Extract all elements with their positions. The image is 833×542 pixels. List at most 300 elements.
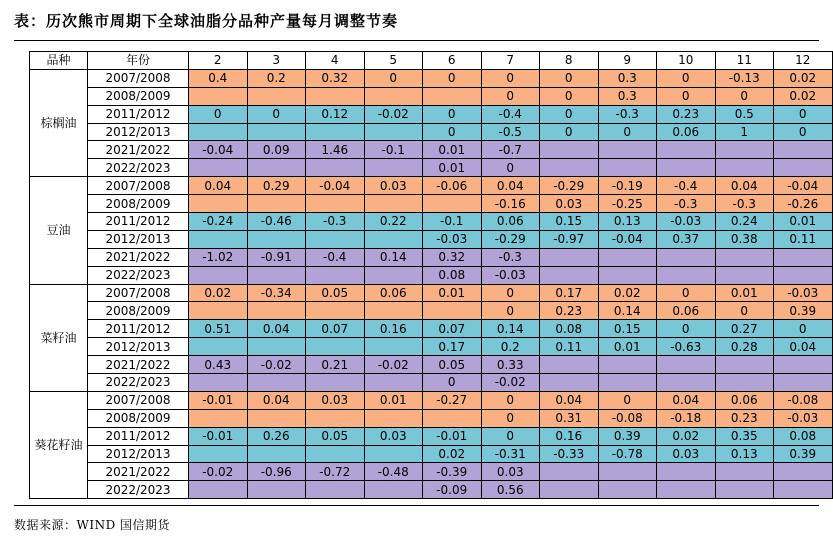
value-cell: -0.33: [540, 445, 599, 463]
value-cell: 0.02: [423, 445, 482, 463]
value-cell: [247, 374, 306, 392]
year-label: 2011/2012: [88, 105, 189, 123]
table-row: [30, 302, 833, 320]
value-cell: [540, 356, 599, 374]
value-cell: 0.03: [481, 463, 540, 481]
value-cell: 0: [481, 284, 540, 302]
header-month: 5: [364, 52, 423, 70]
value-cell: [189, 409, 248, 427]
year-label: 2008/2009: [88, 302, 189, 320]
value-cell: [364, 445, 423, 463]
value-cell: [189, 87, 248, 105]
value-cell: [364, 481, 423, 499]
value-cell: [540, 481, 599, 499]
year-label: 2008/2009: [88, 409, 189, 427]
page-title: 表：历次熊市周期下全球油脂分品种产量每月调整节奏: [14, 12, 399, 30]
table-row: [30, 409, 833, 427]
value-cell: 0.03: [364, 427, 423, 445]
value-cell: [774, 374, 833, 392]
value-cell: -0.29: [481, 230, 540, 248]
value-cell: -0.3: [715, 195, 774, 213]
value-cell: [774, 248, 833, 266]
table-row: [30, 141, 833, 159]
value-cell: [540, 463, 599, 481]
value-cell: [364, 123, 423, 141]
value-cell: [657, 374, 716, 392]
value-cell: -0.18: [657, 409, 716, 427]
value-cell: -1.02: [189, 248, 248, 266]
value-cell: -0.91: [247, 248, 306, 266]
value-cell: -0.13: [715, 69, 774, 87]
value-cell: [774, 159, 833, 177]
value-cell: -0.19: [598, 177, 657, 195]
value-cell: [189, 481, 248, 499]
value-cell: 0.08: [774, 427, 833, 445]
value-cell: -0.1: [423, 213, 482, 231]
table-row: [30, 177, 833, 195]
value-cell: 0.14: [598, 302, 657, 320]
value-cell: 0.06: [481, 213, 540, 231]
value-cell: [540, 141, 599, 159]
value-cell: -0.06: [423, 177, 482, 195]
value-cell: 0.05: [423, 356, 482, 374]
value-cell: 0: [657, 320, 716, 338]
value-cell: -0.24: [189, 213, 248, 231]
value-cell: 0: [657, 284, 716, 302]
value-cell: 0.27: [715, 320, 774, 338]
value-cell: [189, 230, 248, 248]
value-cell: [423, 302, 482, 320]
value-cell: -0.48: [364, 463, 423, 481]
header-month: 2: [189, 52, 248, 70]
value-cell: 0.33: [481, 356, 540, 374]
table-row: [30, 284, 833, 302]
year-label: 2008/2009: [88, 87, 189, 105]
value-cell: 0.04: [247, 320, 306, 338]
table-row: [30, 248, 833, 266]
value-cell: 0: [540, 123, 599, 141]
year-label: 2011/2012: [88, 320, 189, 338]
value-cell: [306, 123, 365, 141]
value-cell: 0.01: [598, 338, 657, 356]
value-cell: 0.13: [715, 445, 774, 463]
year-label: 2011/2012: [88, 427, 189, 445]
value-cell: -0.03: [774, 409, 833, 427]
value-cell: 0: [481, 69, 540, 87]
value-cell: [598, 374, 657, 392]
value-cell: 0.02: [657, 427, 716, 445]
value-cell: 0.23: [715, 409, 774, 427]
value-cell: 0.06: [715, 391, 774, 409]
value-cell: [189, 266, 248, 284]
value-cell: 0.02: [774, 69, 833, 87]
value-cell: -0.3: [481, 248, 540, 266]
value-cell: 0: [540, 87, 599, 105]
value-cell: 0.39: [598, 427, 657, 445]
table-row: [30, 87, 833, 105]
table-row: [30, 338, 833, 356]
year-label: 2022/2023: [88, 266, 189, 284]
year-label: 2012/2013: [88, 230, 189, 248]
value-cell: -0.04: [189, 141, 248, 159]
value-cell: [306, 445, 365, 463]
value-cell: -0.46: [247, 213, 306, 231]
value-cell: -0.16: [481, 195, 540, 213]
value-cell: 0.24: [715, 213, 774, 231]
table-row: [30, 463, 833, 481]
value-cell: 0.17: [423, 338, 482, 356]
value-cell: [247, 302, 306, 320]
value-cell: -0.26: [774, 195, 833, 213]
value-cell: -0.01: [189, 391, 248, 409]
value-cell: -0.09: [423, 481, 482, 499]
value-cell: [189, 338, 248, 356]
title-divider: [14, 40, 819, 41]
value-cell: [306, 230, 365, 248]
value-cell: 0: [774, 105, 833, 123]
value-cell: 0.4: [189, 69, 248, 87]
value-cell: 0.03: [306, 391, 365, 409]
value-cell: [306, 302, 365, 320]
value-cell: -0.3: [598, 105, 657, 123]
value-cell: 0: [423, 374, 482, 392]
value-cell: [598, 481, 657, 499]
value-cell: 0.03: [540, 195, 599, 213]
table-row: [30, 69, 833, 87]
value-cell: [598, 266, 657, 284]
value-cell: [774, 356, 833, 374]
table-row: [30, 320, 833, 338]
header-month: 9: [598, 52, 657, 70]
value-cell: 0.38: [715, 230, 774, 248]
value-cell: [247, 445, 306, 463]
value-cell: [715, 141, 774, 159]
production-adjustment-table: [29, 51, 833, 499]
value-cell: -0.25: [598, 195, 657, 213]
value-cell: -0.03: [657, 213, 716, 231]
year-label: 2012/2013: [88, 123, 189, 141]
value-cell: -0.4: [481, 105, 540, 123]
value-cell: 0.04: [481, 177, 540, 195]
value-cell: [423, 409, 482, 427]
value-cell: [657, 266, 716, 284]
value-cell: [715, 266, 774, 284]
value-cell: 0.07: [306, 320, 365, 338]
value-cell: 0.05: [306, 427, 365, 445]
value-cell: -0.5: [481, 123, 540, 141]
value-cell: [715, 248, 774, 266]
value-cell: [598, 356, 657, 374]
value-cell: [774, 481, 833, 499]
variety-label: 棕榈油: [30, 69, 88, 176]
value-cell: [306, 195, 365, 213]
value-cell: 0.06: [657, 123, 716, 141]
value-cell: -0.02: [247, 356, 306, 374]
value-cell: 0: [540, 69, 599, 87]
value-cell: 0.04: [540, 391, 599, 409]
table-row: [30, 230, 833, 248]
value-cell: [657, 481, 716, 499]
value-cell: [364, 374, 423, 392]
variety-label: 葵花籽油: [30, 391, 88, 498]
year-label: 2022/2023: [88, 159, 189, 177]
value-cell: [715, 463, 774, 481]
value-cell: 0.01: [423, 141, 482, 159]
year-label: 2012/2013: [88, 338, 189, 356]
value-cell: [247, 481, 306, 499]
value-cell: 0: [423, 105, 482, 123]
year-label: 2007/2008: [88, 69, 189, 87]
value-cell: -0.03: [481, 266, 540, 284]
value-cell: -0.08: [774, 391, 833, 409]
value-cell: -0.3: [657, 195, 716, 213]
data-source: 数据来源：WIND 国信期货: [14, 518, 171, 532]
value-cell: [247, 123, 306, 141]
value-cell: 0: [481, 159, 540, 177]
value-cell: [364, 266, 423, 284]
value-cell: 0.23: [657, 105, 716, 123]
value-cell: 0.04: [657, 391, 716, 409]
table-row: [30, 481, 833, 499]
value-cell: [189, 302, 248, 320]
value-cell: [657, 248, 716, 266]
header-month: 12: [774, 52, 833, 70]
value-cell: 0.12: [306, 105, 365, 123]
value-cell: 0: [423, 123, 482, 141]
value-cell: 0.14: [481, 320, 540, 338]
value-cell: [598, 141, 657, 159]
value-cell: [774, 463, 833, 481]
year-label: 2022/2023: [88, 481, 189, 499]
value-cell: [540, 266, 599, 284]
value-cell: 0.56: [481, 481, 540, 499]
year-label: 2021/2022: [88, 248, 189, 266]
table-row: [30, 213, 833, 231]
value-cell: 0: [247, 105, 306, 123]
value-cell: [657, 356, 716, 374]
value-cell: [364, 302, 423, 320]
year-label: 2021/2022: [88, 141, 189, 159]
value-cell: 0: [364, 69, 423, 87]
value-cell: 0.08: [540, 320, 599, 338]
value-cell: [774, 266, 833, 284]
value-cell: 0.15: [598, 320, 657, 338]
value-cell: 0.04: [189, 177, 248, 195]
value-cell: 0.02: [189, 284, 248, 302]
table-row: [30, 391, 833, 409]
table-row: [30, 195, 833, 213]
value-cell: [189, 159, 248, 177]
value-cell: 0.07: [423, 320, 482, 338]
value-cell: [306, 266, 365, 284]
value-cell: 0.04: [774, 338, 833, 356]
value-cell: [657, 159, 716, 177]
value-cell: [540, 374, 599, 392]
value-cell: 0.17: [540, 284, 599, 302]
value-cell: [306, 338, 365, 356]
value-cell: -0.02: [189, 463, 248, 481]
year-label: 2007/2008: [88, 177, 189, 195]
year-label: 2011/2012: [88, 213, 189, 231]
value-cell: -0.03: [423, 230, 482, 248]
value-cell: -0.34: [247, 284, 306, 302]
value-cell: -0.96: [247, 463, 306, 481]
value-cell: 0.06: [364, 284, 423, 302]
value-cell: [247, 230, 306, 248]
value-cell: 0.51: [189, 320, 248, 338]
value-cell: 0.15: [540, 213, 599, 231]
value-cell: 0.03: [364, 177, 423, 195]
value-cell: [774, 141, 833, 159]
value-cell: 0.01: [364, 391, 423, 409]
value-cell: 0.35: [715, 427, 774, 445]
value-cell: 0.22: [364, 213, 423, 231]
value-cell: [247, 87, 306, 105]
value-cell: -0.04: [306, 177, 365, 195]
value-cell: 0.13: [598, 213, 657, 231]
value-cell: 0: [715, 87, 774, 105]
value-cell: 0.04: [715, 177, 774, 195]
value-cell: 0.32: [306, 69, 365, 87]
value-cell: -0.01: [189, 427, 248, 445]
value-cell: -0.78: [598, 445, 657, 463]
value-cell: 0: [715, 302, 774, 320]
value-cell: 0.43: [189, 356, 248, 374]
year-label: 2021/2022: [88, 463, 189, 481]
header-month: 11: [715, 52, 774, 70]
value-cell: [247, 338, 306, 356]
table-row: [30, 356, 833, 374]
value-cell: 1: [715, 123, 774, 141]
value-cell: [247, 159, 306, 177]
value-cell: -0.08: [598, 409, 657, 427]
value-cell: 0: [598, 123, 657, 141]
value-cell: 0: [657, 87, 716, 105]
value-cell: [423, 87, 482, 105]
value-cell: 0: [189, 105, 248, 123]
value-cell: -0.3: [306, 213, 365, 231]
value-cell: -0.7: [481, 141, 540, 159]
value-cell: -0.02: [364, 356, 423, 374]
value-cell: [306, 159, 365, 177]
year-label: 2021/2022: [88, 356, 189, 374]
header-month: 7: [481, 52, 540, 70]
variety-label: 菜籽油: [30, 284, 88, 391]
header-month: 4: [306, 52, 365, 70]
value-cell: [306, 481, 365, 499]
value-cell: 0: [540, 105, 599, 123]
value-cell: [657, 141, 716, 159]
value-cell: 0.01: [715, 284, 774, 302]
value-cell: [189, 374, 248, 392]
table-row: [30, 445, 833, 463]
value-cell: 0.3: [598, 87, 657, 105]
value-cell: [715, 374, 774, 392]
value-cell: 0.28: [715, 338, 774, 356]
value-cell: 0.14: [364, 248, 423, 266]
value-cell: 0.01: [423, 159, 482, 177]
value-cell: [247, 266, 306, 284]
value-cell: [715, 481, 774, 499]
value-cell: 0.5: [715, 105, 774, 123]
value-cell: -0.1: [364, 141, 423, 159]
value-cell: 0.26: [247, 427, 306, 445]
table-row: [30, 266, 833, 284]
value-cell: 0.2: [481, 338, 540, 356]
value-cell: [247, 195, 306, 213]
value-cell: 0.01: [774, 213, 833, 231]
value-cell: -0.29: [540, 177, 599, 195]
header-month: 6: [423, 52, 482, 70]
value-cell: 0.11: [774, 230, 833, 248]
value-cell: 0.06: [657, 302, 716, 320]
value-cell: [715, 356, 774, 374]
value-cell: [364, 409, 423, 427]
value-cell: 0: [774, 320, 833, 338]
value-cell: 0: [481, 409, 540, 427]
value-cell: [306, 374, 365, 392]
value-cell: [598, 463, 657, 481]
value-cell: 0: [481, 427, 540, 445]
table-body: [30, 69, 833, 498]
value-cell: [364, 195, 423, 213]
value-cell: 0.32: [423, 248, 482, 266]
value-cell: 1.46: [306, 141, 365, 159]
value-cell: 0.01: [423, 284, 482, 302]
header-year: 年份: [88, 52, 189, 70]
value-cell: 0.39: [774, 302, 833, 320]
header-month: 3: [247, 52, 306, 70]
value-cell: 0: [481, 302, 540, 320]
value-cell: [423, 195, 482, 213]
value-cell: -0.4: [657, 177, 716, 195]
value-cell: 0.02: [774, 87, 833, 105]
value-cell: 0.23: [540, 302, 599, 320]
year-label: 2008/2009: [88, 195, 189, 213]
value-cell: -0.63: [657, 338, 716, 356]
value-cell: -0.97: [540, 230, 599, 248]
value-cell: [598, 248, 657, 266]
value-cell: [364, 159, 423, 177]
value-cell: 0: [423, 69, 482, 87]
value-cell: [540, 159, 599, 177]
value-cell: 0: [774, 123, 833, 141]
value-cell: [189, 123, 248, 141]
table-row: [30, 427, 833, 445]
header-row: [30, 52, 833, 70]
table-row: [30, 374, 833, 392]
value-cell: 0.02: [598, 284, 657, 302]
header-variety: 品种: [30, 52, 88, 70]
value-cell: 0.16: [364, 320, 423, 338]
value-cell: [540, 248, 599, 266]
value-cell: 0.37: [657, 230, 716, 248]
value-cell: 0.04: [247, 391, 306, 409]
value-cell: 0.3: [598, 69, 657, 87]
value-cell: 0: [657, 69, 716, 87]
value-cell: [598, 159, 657, 177]
value-cell: 0: [481, 87, 540, 105]
value-cell: -0.03: [774, 284, 833, 302]
value-cell: 0.08: [423, 266, 482, 284]
year-label: 2012/2013: [88, 445, 189, 463]
value-cell: -0.27: [423, 391, 482, 409]
year-label: 2022/2023: [88, 374, 189, 392]
value-cell: [364, 338, 423, 356]
value-cell: [364, 230, 423, 248]
footer-divider: [14, 505, 819, 506]
value-cell: 0.21: [306, 356, 365, 374]
